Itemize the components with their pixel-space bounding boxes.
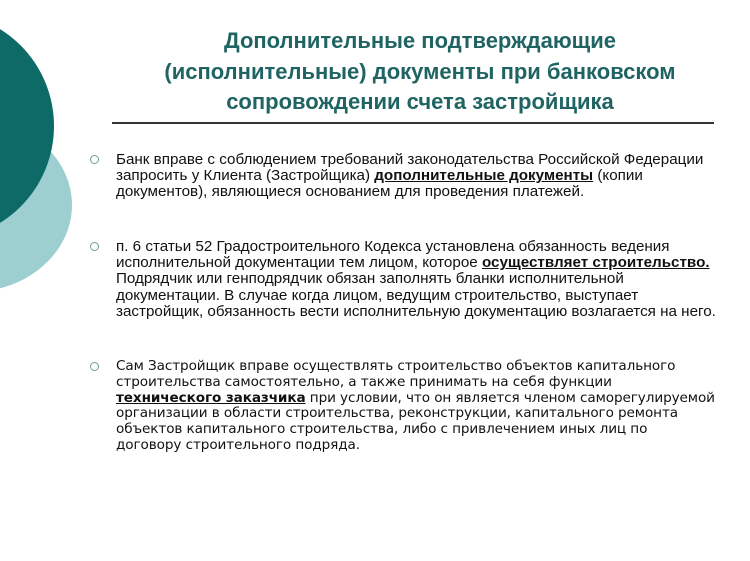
bullet-item: [116, 152, 716, 201]
text: п. 6 статьи 52 Градостроительного Кодекса установлена обязанность ведения исполнительной документации тем лицом, которое: [116, 238, 670, 272]
bullet-item: [116, 239, 716, 320]
slide-title: Дополнительные подтверждающие (исполнительные) документы при банковском сопровождении счета застройщика: [164, 28, 676, 114]
text: Банк вправе с соблюдением требований законодательства Российской Федерации запросить у Клиента (Застройщика): [116, 151, 704, 185]
bullet-icon: [90, 242, 99, 251]
bullet-icon: [90, 155, 99, 164]
text: Подрядчик или генподрядчик обязан заполнять бланки исполнительной документации. В случае когда лицом, ведущим строительство, выступает застройщик, обязанность вести исполнительную документацию возлагается на него.: [116, 270, 716, 320]
emphasis: осуществляет строительство.: [481, 254, 710, 272]
text: (копии документов), являющиеся основанием для проведения платежей.: [116, 167, 643, 201]
title-divider: [112, 122, 714, 124]
text: при условии, что он является членом саморегулируемой организации в области строительства, реконструкции, капитального ремонта объектов капитального строительства, либо с привлечением иных лиц по договору строительного подряда.: [116, 389, 715, 453]
bullet-icon: [90, 362, 99, 371]
text: Сам Застройщик вправе осуществлять строительство объектов капитального строительства самостоятельно, а также принимать на себя функции: [116, 358, 676, 390]
emphasis: дополнительные документы: [374, 167, 594, 185]
decor-circles: [0, 0, 80, 300]
emphasis: технического заказчика: [116, 389, 306, 406]
bullet-item: [116, 359, 716, 454]
